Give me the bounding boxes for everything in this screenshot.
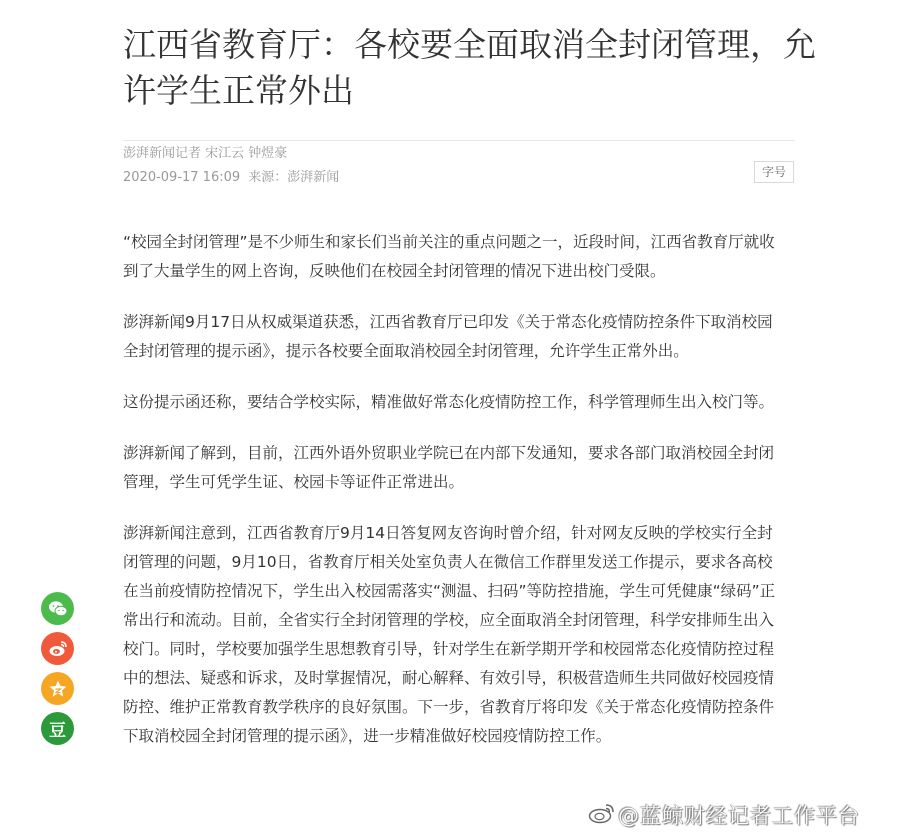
share-qzone-button[interactable] [41,672,74,705]
article-title: 江西省教育厅：各校要全面取消全封闭管理，允许学生正常外出 [123,25,816,110]
article-source: 来源：澎湃新闻 [248,170,340,185]
watermark [588,801,860,832]
article-datetime: 2020-09-17 16:09 [123,170,241,185]
font-size-button[interactable]: 字号 [754,161,794,183]
share-bar [41,592,74,752]
weibo-watermark-icon [588,802,616,832]
share-douban-button[interactable] [41,712,74,745]
article-paragraph: 澎湃新闻了解到，目前，江西外语外贸职业学院已在内部下发通知，要求各部门取消校园全封闭管理，学生可凭学生证、校园卡等证件正常进出。 [123,444,775,491]
article-paragraph: 这份提示函还称，要结合学校实际，精准做好常态化疫情防控工作，科学管理师生出入校门等。 [123,393,775,411]
article-paragraph: 澎湃新闻注意到，江西省教育厅9月14日答复网友咨询时曾介绍，针对网友反映的学校实行全封闭管理的问题，9月10日，省教育厅相关处室负责人在微信工作群里发送工作提示，要求各高校在当前疫情防控情况下，学生出入校园需落实“测温、扫码”等防控措施，学生可凭健康“绿码”正常出行和流动。目前，全省实行全封闭管理的学校，应全面取消全封闭管理，科学安排师生出入校门。同时，学校要加强学生思想教育引导，针对学生在新学期开学和校园常态化疫情防控过程中的想法、疑惑和诉求，及时掌握情况，耐心解释、有效引导，积极营造师生共同做好校园疫情防控、维护正常教育教学秩序的良好氛围。下一步，省教育厅将印发《关于常态化疫情防控条件下取消校园全封闭管理的提示函》，进一步精准做好校园疫情防控工作。 [123,524,776,745]
article-byline: 澎湃新闻记者 宋江云 钟煜豪 [123,146,288,161]
article-body [123,228,788,777]
qzone-icon [48,679,68,699]
share-wechat-button[interactable] [41,592,74,625]
article-meta [123,169,339,187]
weibo-icon [48,640,68,658]
wechat-icon [48,600,68,618]
article-paragraph: “校园全封闭管理”是不少师生和家长们当前关注的重点问题之一，近段时间，江西省教育厅就收到了大量学生的网上咨询，反映他们在校园全封闭管理的情况下进出校门受限。 [123,233,775,280]
douban-icon: 豆 [49,721,66,741]
share-weibo-button[interactable] [41,632,74,665]
header-divider [123,140,795,141]
watermark-text: @蓝鲸财经记者工作平台 [618,804,860,828]
article-paragraph: 澎湃新闻9月17日从权威渠道获悉，江西省教育厅已印发《关于常态化疫情防控条件下取消校园全封闭管理的提示函》，提示各校要全面取消校园全封闭管理，允许学生正常外出。 [123,313,773,360]
